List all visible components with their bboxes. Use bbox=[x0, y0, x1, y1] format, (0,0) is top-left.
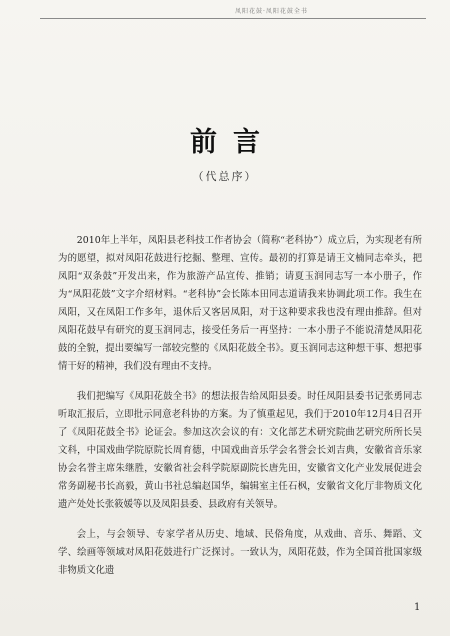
page-number: 1 bbox=[414, 602, 421, 613]
page-subtitle: （代总序） bbox=[192, 170, 258, 183]
paragraph-2: 我们把编写《凤阳花鼓全书》的想法报告给凤阳县委。时任凤阳县委书记张勇同志听取汇报后，立即批示同意老科协的方案。为了慎重起见，我们于2010年12月4日召开了《凤阳花鼓全书》论证会。参加这次会议的有：文化部艺术研究院曲艺研究所所长吴文科，中国戏曲学院原院长周育德，中国戏曲音乐学会名誉会长刘吉典，安徽省音乐家协会名誉主席朱继胜，安徽省社会科学院原副院长唐先田，安徽省文化产业发展促进会常务副秘书长高毅，黄山书社总编赵国华，编辑室主任石枫，安徽省文化厅非物质文化遗产处处长张筱媛等以及凤阳县委、县政府有关领导。 bbox=[58, 391, 422, 510]
paragraph-1: 2010年上半年，凤阳县老科技工作者协会（简称“老科协”）成立后，为实现老有所为的愿望，拟对凤阳花鼓进行挖掘、整理、宣传。最初的打算是请王文楠同志牵头，把凤阳“双条鼓”开发出来，作为旅游产品宣传、推销；请夏玉润同志写一本小册子，作为“凤阳花鼓”文字介绍材料。“老科协”会长陈本田同志道请我来协调此项工作。我生在凤阳，又在凤阳工作多年，退休后又客居凤阳，对于这种要求我也没有理由推辞。但对凤阳花鼓早有研究的夏玉润同志，接受任务后一再坚持：一本小册子不能说清楚凤阳花鼓的全貌，提出要编写一部较完整的《凤阳花鼓全书》。夏玉润同志这种想干事、想把事情干好的精神，我们没有理由不支持。 bbox=[58, 235, 422, 372]
running-header: 凤阳花鼓·凤阳花鼓全书 bbox=[235, 8, 308, 15]
header-rule bbox=[40, 18, 426, 19]
page-title: 前言 bbox=[190, 127, 276, 158]
paragraph-3: 会上，与会领导、专家学者从历史、地域、民俗角度，从戏曲、音乐、舞蹈、文学、绘画等领域对凤阳花鼓进行广泛探讨。一致认为，凤阳花鼓，作为全国首批国家级非物质文化遗 bbox=[58, 529, 422, 576]
body-text bbox=[58, 232, 422, 592]
